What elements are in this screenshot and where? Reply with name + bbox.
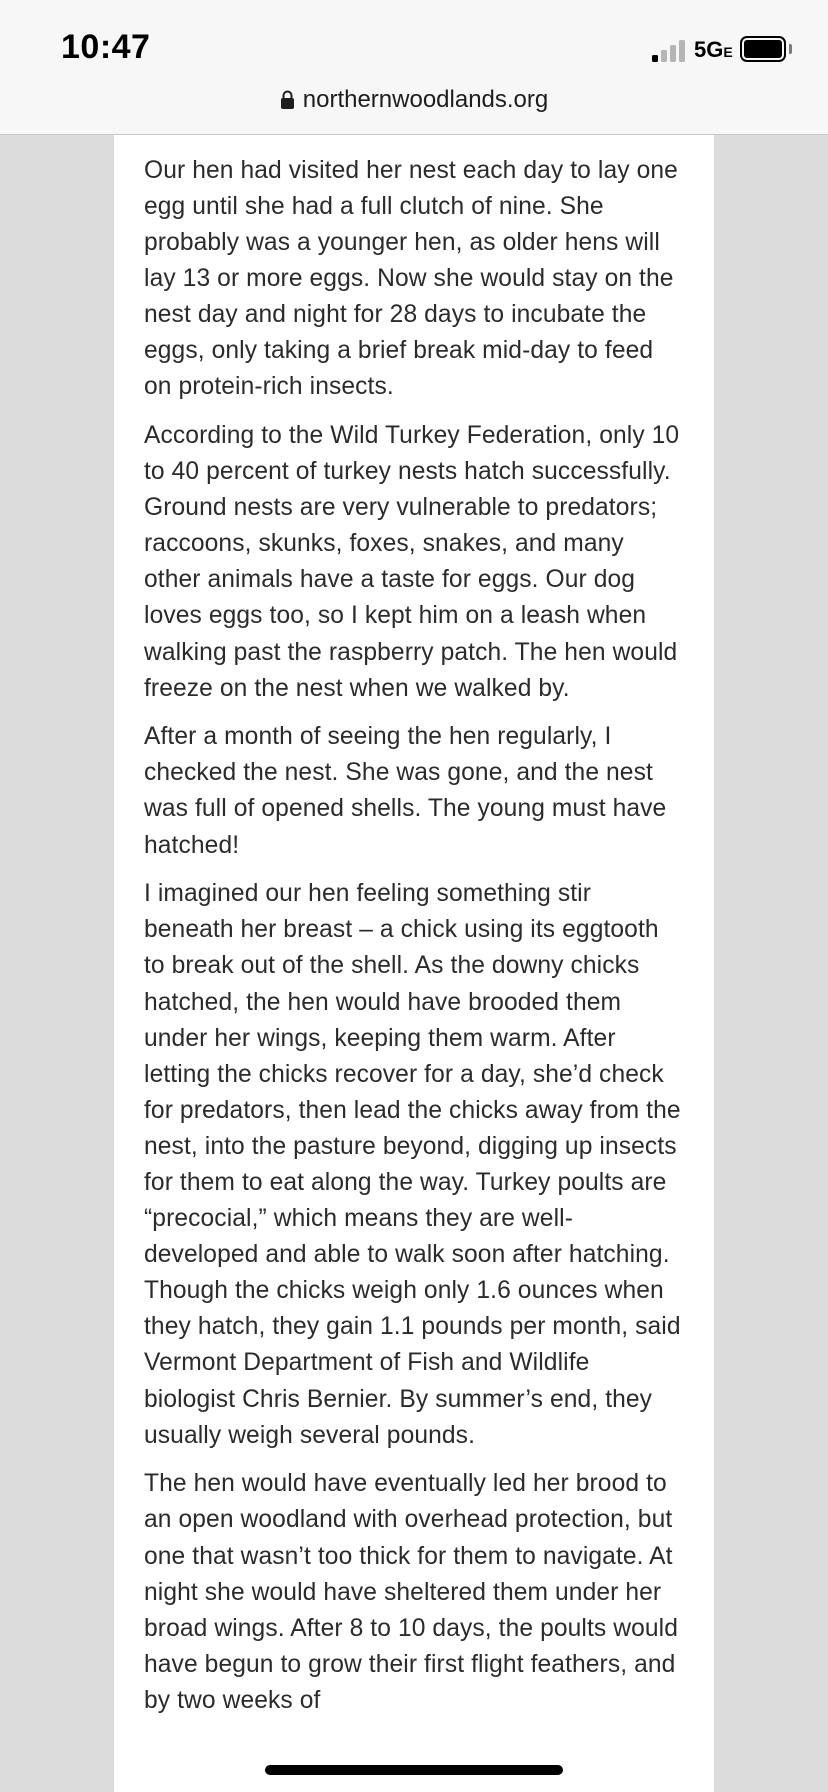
article-body	[144, 104, 684, 1732]
battery-fill	[744, 40, 782, 58]
cellular-signal-icon	[652, 38, 692, 62]
signal-bar	[652, 55, 658, 62]
article-paragraph: I imagined our hen feeling something stir beneath her breast – a chick using its eggtooth to break out of the shell. As the downy chicks hatched, the hen would have brooded them under her wings, keeping them warm. After letting the chicks recover for a day, she’d check for predators, then lead the chicks away from the nest, into the pasture beyond, digging up insects for them to eat along the way. Turkey poults are “precocial,” which means they are well-developed and able to walk soon after hatching. Though the chicks weigh only 1.6 ounces when they hatch, they gain 1.1 pounds per month, said Vermont Department of Fish and Wildlife biologist Chris Bernier. By summer’s end, they usually weigh several pounds.	[144, 880, 681, 1449]
network-type: 5G	[694, 37, 724, 62]
battery-cap	[789, 44, 792, 54]
address-bar-content[interactable]	[280, 86, 549, 114]
article-paragraph: The hen would have eventually led her brood to an open woodland with overhead protection, but one that wasn’t too thick for them to navigate. At night she would have sheltered them under her broad wings. After 8 to 10 days, the poults would have begun to grow their first flight feathers, and by two weeks of	[144, 1470, 678, 1714]
article-paragraph: After a month of seeing the hen regularly, I checked the nest. She was gone, and the nest was full of opened shells. The young must have hatched!	[144, 723, 667, 859]
home-indicator[interactable]	[265, 1765, 563, 1775]
battery-icon	[740, 36, 786, 62]
signal-bar	[679, 40, 685, 62]
article-paragraph: According to the Wild Turkey Federation, only 10 to 40 percent of turkey nests hatch successfully. Ground nests are very vulnerable to predators; raccoons, skunks, foxes, snakes, and many other animals have a taste for eggs. Our dog loves eggs too, so I kept him on a leash when walking past the raspberry patch. The hen would freeze on the nest when we walked by.	[144, 421, 680, 702]
network-suffix: E	[723, 44, 733, 60]
status-time: 10:47	[61, 28, 151, 66]
address-bar[interactable]	[0, 86, 828, 120]
browser-top-bar	[0, 0, 828, 135]
signal-bar	[661, 50, 667, 62]
url-domain: northernwoodlands.org	[302, 86, 549, 113]
network-indicator	[694, 37, 733, 63]
lock-icon	[280, 90, 295, 110]
article-paragraph: Our hen had visited her nest each day to lay one egg until she had a full clutch of nine. She probably was a younger hen, as older hens will lay 13 or more eggs. Now she would stay on the nest day and night for 28 days to incubate the eggs, only taking a brief break mid-day to feed on protein-rich insects.	[144, 156, 678, 401]
signal-bar	[670, 45, 676, 62]
